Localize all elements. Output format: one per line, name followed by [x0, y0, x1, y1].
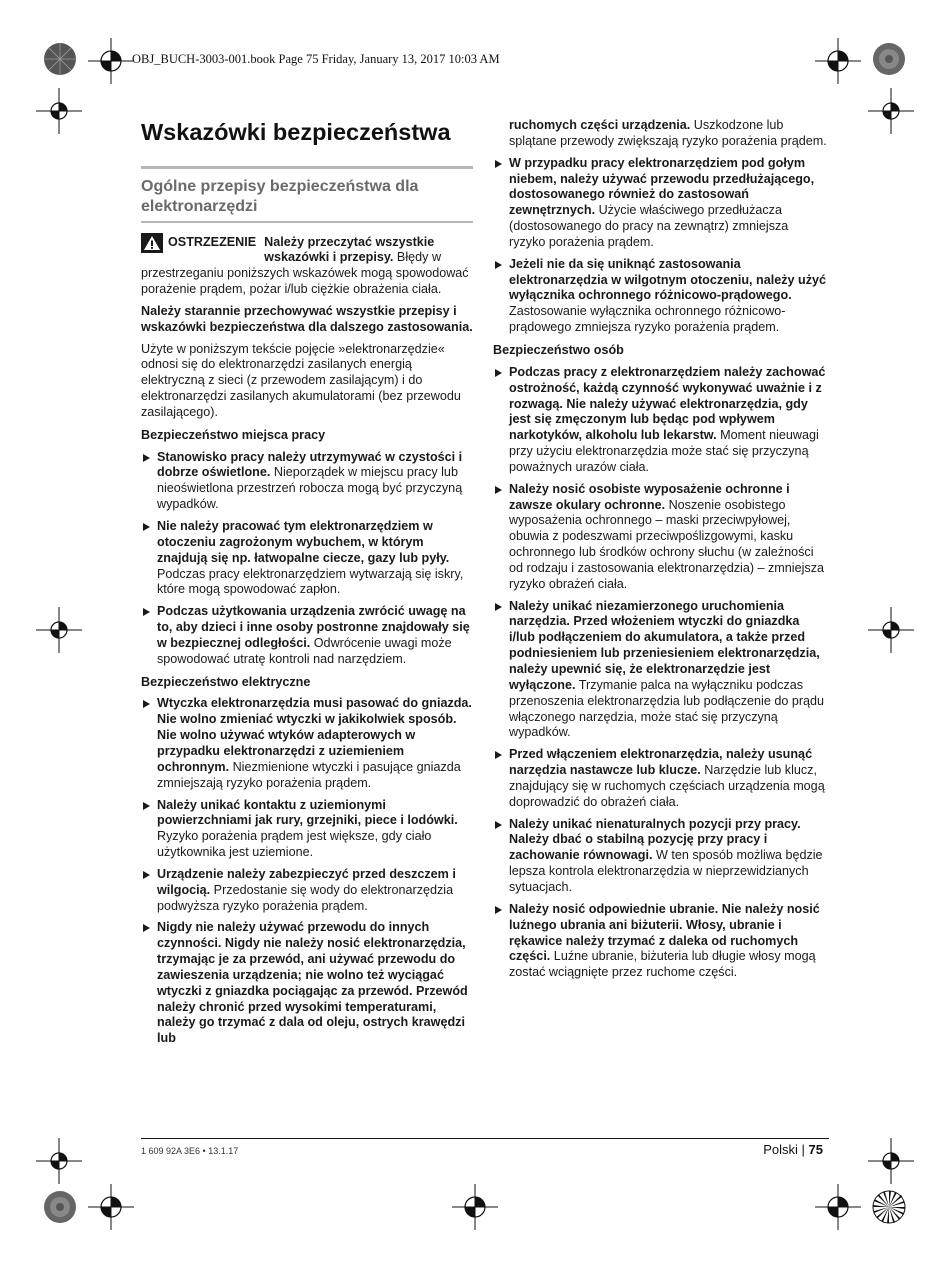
bullet-text: Moment nieuwagi przy użyciu elektronarzędzia może stać się przyczyną poważnych urazów ciała. — [509, 428, 819, 474]
registration-mark-icon — [88, 1184, 134, 1230]
personal-item — [493, 365, 828, 476]
bullet-text: Trzymanie palca na wyłączniku podczas przenoszenia elektronarzędzia lub podłączenie do prądu włączonego narzędzia, może stać się przyczyną wypadków. — [509, 677, 825, 740]
footer-page-info — [763, 1142, 823, 1157]
gray-target-icon — [43, 42, 77, 76]
registration-mark-icon — [815, 38, 861, 84]
workplace-list — [141, 450, 473, 668]
page-number: 75 — [808, 1142, 823, 1157]
bullet-text: Zastosowanie wyłącznika ochronnego różnicowo-prądowego zmniejsza ryzyko porażenia prądem. — [509, 304, 786, 335]
registration-mark-icon — [36, 607, 82, 653]
bullet-text: Podczas pracy elektronarzędziem wytwarzają się iskry, które mogą spowodować zapłon. — [157, 566, 464, 597]
bullet-text: Ryzyko porażenia prądem jest większe, gdy ciało użytkownika jest uziemione. — [157, 829, 432, 860]
electrical-item — [141, 920, 473, 1047]
bullet-triangle-icon — [495, 603, 502, 611]
personal-item — [493, 817, 828, 896]
footer-code: 1 609 92A 3E6 • 13.1.17 — [141, 1146, 239, 1156]
electrical-item — [493, 156, 828, 251]
workplace-item — [141, 519, 473, 598]
bullet-triangle-icon — [495, 751, 502, 759]
bullet-triangle-icon — [143, 924, 150, 932]
electrical-item — [141, 867, 473, 915]
bullet-bold-text: Należy nosić odpowiednie ubranie. Nie należy nosić luźnego ubrania ani biżuterii. Włosy, ubranie i rękawice należy trzymać z daleka od ruchomych części. — [509, 901, 820, 964]
keep-instructions — [141, 304, 473, 336]
bullet-bold-text: ruchomych części urządzenia. — [509, 118, 691, 132]
electrical-item — [493, 257, 828, 336]
personal-item — [493, 482, 828, 593]
workplace-item — [141, 604, 473, 667]
bullet-triangle-icon — [143, 454, 150, 462]
footer-language: Polski — [763, 1142, 798, 1157]
bullet-bold-text: Urządzenie należy zabezpieczyć przed deszczem i wilgocią. — [157, 866, 456, 897]
bullet-bold-text: Należy unikać nienaturalnych pozycji przy pracy. Należy dbać o stabilną pozycję przy pracy i zachowanie równowagi. — [509, 816, 801, 863]
bullet-bold-text: Nigdy nie należy używać przewodu do innych czynności. Nigdy nie należy nosić elektronarzędzia, trzymając je za przewód, ani używać przewodu do zawieszenia urządzenia; nie wolno też wyciągać wtyczki z gniazdka pociągając za przewód. Przewód należy chronić przed wysokimi temperaturami, należy go trzymać z dala od oleju, ostrych krawędzi lub — [157, 920, 468, 1046]
bullet-triangle-icon — [143, 871, 150, 879]
bullet-triangle-icon — [495, 486, 502, 494]
bullet-text: Niezmienione wtyczki i pasujące gniazda zmniejszają ryzyko porażenia prądem. — [157, 759, 461, 790]
bullet-text: Nieporządek w miejscu pracy lub nieoświetlona przestrzeń robocza mogą być przyczyną wypadków. — [157, 465, 463, 512]
bullet-triangle-icon — [495, 160, 502, 168]
personal-list — [493, 365, 828, 981]
page-title: Wskazówki bezpieczeństwa — [141, 119, 451, 145]
registration-mark-icon — [868, 88, 914, 134]
electrical-item — [141, 696, 473, 791]
warning-label-text: OSTRZEZENIE — [168, 234, 257, 249]
left-column — [141, 118, 473, 1047]
warning-text: Błędy w przestrzeganiu poniższych wskazówek mogą spowodować porażenie prądem, pożar i/lub ciężkie obrażenia ciała. — [141, 250, 469, 297]
bullet-bold-text: Stanowisko pracy należy utrzymywać w czystości i dobrze oświetlone. — [157, 449, 463, 480]
gray-target-icon — [43, 1190, 77, 1224]
bullet-bold-text: Nie należy pracować tym elektronarzędziem w otoczeniu zagrożonym wybuchem, w którym znajdują się np. łatwopalne ciecze, gazy lub pyły. — [157, 519, 450, 565]
registration-mark-icon — [88, 38, 134, 84]
registration-mark-icon — [452, 1184, 498, 1230]
bullet-bold-text: Wtyczka elektronarzędzia musi pasować do gniazda. Nie wolno zmieniać wtyczki w jakikolwiek sposób. Nie wolno używać wtyków adapterowych w przypadku elektronarzędzi z uziemieniem ochronnym. — [157, 696, 472, 774]
bullet-bold-text: Podczas użytkowania urządzenia zwrócić uwagę na to, aby dzieci i inne osoby postronne znajdowały się w bezpiecznej odległości. — [157, 604, 470, 650]
bullet-text: Narzędzie lub klucz, znajdujący się w ruchomych częściach urządzenia mogą doprowadzić do obrażeń ciała. — [509, 763, 825, 809]
bullet-bold-text: Jeżeli nie da się uniknąć zastosowania elektronarzędzia w wilgotnym otoczeniu, należy użyć wyłącznika ochronnego różnicowo-prądowego. — [509, 256, 827, 303]
registration-mark-icon — [815, 1184, 861, 1230]
personal-item — [493, 599, 828, 742]
bullet-text: Użycie właściwego przedłużacza (dostosowanego do pracy na zewnątrz) zmniejsza ryzyko porażenia prądem. — [509, 203, 789, 249]
footer-divider — [141, 1138, 829, 1139]
bullet-bold-text: Podczas pracy z elektronarzędziem należy zachować ostrożność, każdą czynność wykonywać uważnie i z rozwagą. Nie należy używać elektronarzędzia, gdy jest się zmęczonym lub będąc pod wpływem narkotyków, alkoholu lub lekarstw. — [509, 364, 826, 443]
file-info-header: OBJ_BUCH-3003-001.book Page 75 Friday, January 13, 2017 10:03 AM — [132, 52, 500, 66]
bullet-bold-text: Należy unikać kontaktu z uziemionymi powierzchniami jak rury, grzejniki, piece i lodówki. — [157, 797, 458, 828]
definition-paragraph: Użyte w poniższym tekście pojęcie »elektronarzędzie« odnosi się do elektronarzędzi zasilanych energią elektryczną z sieci (z przewodem zasilającym) i do elektronarzędzi zasilanych akumulatorami (bez przewodu zasilającego). — [141, 341, 461, 419]
section-divider — [141, 221, 473, 223]
registration-mark-icon — [868, 1138, 914, 1184]
registration-mark-icon — [868, 607, 914, 653]
bullet-triangle-icon — [495, 821, 502, 829]
bullet-bold-text: W przypadku pracy elektronarzędziem pod gołym niebem, należy używać przewodu przedłużającego, dostosowanego również do zastosowań zewnętrznych. — [509, 155, 815, 218]
workplace-heading: Bezpieczeństwo miejsca pracy — [141, 427, 326, 442]
title-divider — [141, 166, 473, 169]
personal-heading: Bezpieczeństwo osób — [493, 342, 624, 357]
right-column — [493, 118, 828, 981]
bullet-bold-text: Przed włączeniem elektronarzędzia, należy usunąć narzędzia nastawcze lub klucze. — [509, 747, 813, 778]
bullet-triangle-icon — [495, 261, 502, 269]
registration-mark-icon — [36, 1138, 82, 1184]
bullet-text: Luźne ubranie, biżuteria lub długie włosy mogą zostać wciągnięte przez ruchome części. — [509, 949, 816, 980]
personal-item — [493, 747, 828, 810]
bullet-text: Noszenie osobistego wyposażenia ochronnego – maski przeciwpyłowej, obuwia z podeszwami przeciwpoślizgowymi, kasku ochronnego lub środków ochrony słuchu (w zależności od rodzaju i zastosowania elektronarzędzia) – zmniejsza ryzyko obrażeń ciała. — [509, 497, 825, 591]
bullet-text: Przedostanie się wody do elektronarzędzia podwyższa ryzyko porażenia prądem. — [157, 882, 454, 913]
section-title: Ogólne przepisy bezpieczeństwa dla elektronarzędzi — [141, 178, 419, 215]
bullet-bold-text: Należy nosić osobiste wyposażenie ochronne i zawsze okulary ochronne. — [509, 481, 790, 512]
bullet-text: Uszkodzone lub splątane przewody zwiększają ryzyko porażenia prądem. — [509, 118, 827, 148]
electrical-item-continued — [493, 118, 828, 150]
bullet-triangle-icon — [143, 608, 150, 616]
workplace-item — [141, 450, 473, 513]
bullet-triangle-icon — [495, 369, 502, 377]
bullet-triangle-icon — [495, 906, 502, 914]
footer-separator: | — [801, 1142, 805, 1157]
electrical-heading: Bezpieczeństwo elektryczne — [141, 674, 311, 689]
warning-block — [141, 235, 473, 298]
registration-mark-icon — [36, 88, 82, 134]
keep-instructions-text: Należy starannie przechowywać wszystkie przepisy i wskazówki bezpieczeństwa dla dalszego zastosowania. — [141, 303, 473, 334]
electrical-item — [141, 798, 473, 861]
bullet-bold-text: Należy unikać niezamierzonego uruchomienia narzędzia. Przed włożeniem wtyczki do gniazdka i/lub podłączeniem do akumulatora, a także przed podniesieniem lub przeniesieniem elektronarzędzia, należy upewnić się, że elektronarzędzie jest wyłączone. — [509, 598, 820, 692]
bullet-text: W ten sposób możliwa będzie lepsza kontrola elektronarzędzia w nieprzewidzianych sytuacjach. — [509, 848, 823, 894]
warning-label — [141, 233, 256, 253]
gray-target-icon — [872, 42, 906, 76]
electrical-list — [141, 696, 473, 1047]
electrical-list-continued — [493, 118, 828, 336]
bullet-triangle-icon — [143, 700, 150, 708]
warning-icon — [141, 233, 163, 253]
bullet-triangle-icon — [143, 802, 150, 810]
starburst-target-icon — [872, 1190, 906, 1224]
personal-item — [493, 902, 828, 981]
bullet-text: Odwrócenie uwagi może spowodować utratę kontroli nad narzędziem. — [157, 635, 452, 666]
bullet-triangle-icon — [143, 523, 150, 531]
warning-bold-text: Należy przeczytać wszystkie wskazówki i przepisy. — [264, 234, 435, 265]
